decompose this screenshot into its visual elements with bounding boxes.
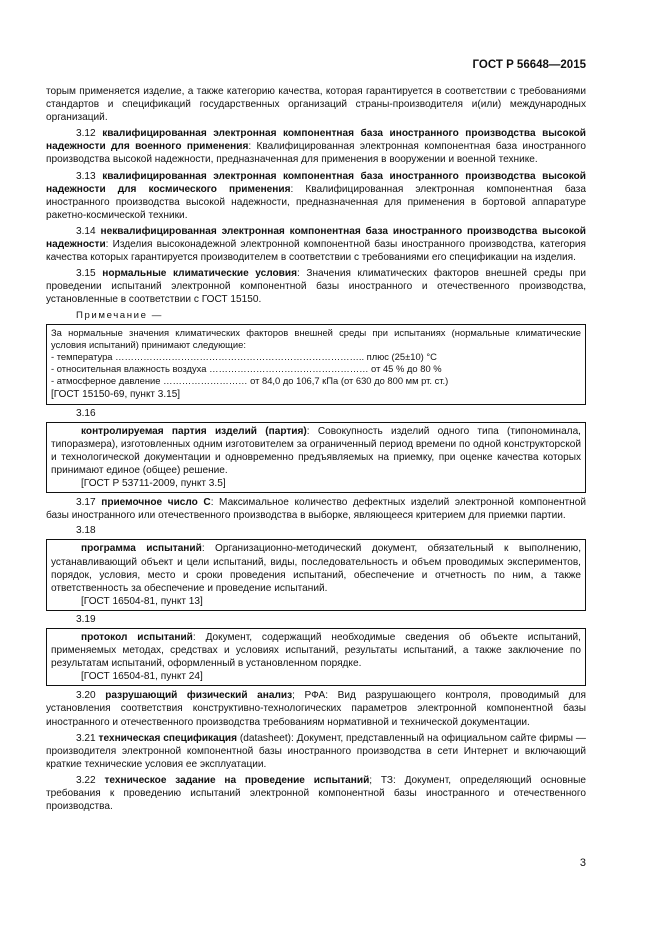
term-name: неквалифицированная электронная компонентная база иностранного производства высокой надежности	[46, 225, 586, 251]
term-number: 3.12	[76, 128, 96, 140]
paragraph-continuation: торым применяется изделие, а также категорию качества, которая гарантируется в соответствии с требованиями стандартов и спецификаций государственных организаций страны-производителя и(или) международных организаций.	[46, 86, 586, 124]
term-3-18-box	[46, 539, 586, 610]
term-3-12	[46, 127, 586, 166]
term-name: нормальные климатические условия	[102, 268, 297, 280]
note-reference: [ГОСТ 15150-69, пункт 3.15]	[51, 388, 181, 400]
term-reference: [ГОСТ 16504-81, пункт 13]	[81, 595, 203, 607]
term-3-22	[46, 774, 586, 813]
term-3-21	[46, 732, 586, 771]
term-definition: : Квалифицированная электронная компонентная база иностранного производства высокой надежности, предназначенная для применения в бортовой аппаратуре ракетно-космической техники.	[46, 183, 586, 221]
term-number: 3.21	[76, 732, 96, 744]
term-name: приемочное число С	[101, 497, 211, 509]
note-line-humidity: - относительная влажность воздуха …………………………………………… от 45 % до 80 %	[51, 363, 442, 375]
term-number-3-19: 3.19	[76, 613, 96, 625]
term-definition: : Максимальное количество дефектных изделий электронной компонентной базы иностранного или отечественного производства в выборке, являющееся критерием для приемки партии.	[46, 497, 586, 522]
page-number: 3	[579, 857, 586, 869]
term-definition: ; РФА: Вид разрушающего контроля, проводимый для установления соответствия конструктивно-технологических параметров электронной компонентной базы иностранного и отечественного производства требованиям нормативной и технической документации.	[46, 690, 586, 728]
term-number: 3.20	[76, 690, 96, 702]
note-label: Примечание —	[76, 309, 163, 321]
term-definition: : Значения климатических факторов внешней среды при проведении испытаний электронной компонентной базы иностранного и отечественного производства, установленные в соответствии с ГОСТ 15150.	[46, 268, 587, 306]
term-name: протокол испытаний	[81, 632, 193, 644]
note-line-pressure: - атмосферное давление ……………………… от 84,0 до 106,7 кПа (от 630 до 800 мм рт. ст.)	[51, 375, 449, 387]
term-number: 3.17	[76, 497, 96, 509]
term-number-3-18: 3.18	[76, 525, 96, 537]
term-number: 3.14	[76, 225, 96, 237]
note-text: За нормальные значения климатических факторов внешней среды при испытаниях (нормальные климатические условия испытаний) принимают следующие:	[51, 326, 581, 350]
term-definition: ; ТЗ: Документ, определяющий основные требования к проведению испытаний электронной компонентной базы иностранного и отечественного производства.	[46, 774, 586, 813]
term-name: программа испытаний	[81, 543, 202, 555]
note-line-temperature: - температура …………………………………………………………………….. плюс (25±10) °С	[51, 351, 437, 362]
term-definition: : Совокупность изделий одного типа (типономинала, типоразмера), изготовленных одним изготовителем за ограниченный период времени по одной конструкторской и технологической документации и одновременно предъявляемых на приемку, при оценке качества которых принимают единое (общее) решение.	[51, 425, 581, 476]
term-number: 3.15	[76, 268, 96, 280]
note-box	[46, 324, 586, 405]
document-designation: ГОСТ Р 56648—2015	[472, 59, 586, 71]
document-body	[46, 85, 586, 813]
term-number: 3.22	[76, 774, 96, 786]
term-3-14	[46, 225, 586, 264]
term-3-18	[51, 542, 581, 594]
term-reference: [ГОСТ 16504-81, пункт 24]	[81, 671, 203, 683]
term-definition: : Изделия высоконадежной электронной компонентной базы иностранного производства, категория качества которых гарантируется производителем в соответствии с требованиями его спецификации на изделия.	[46, 239, 586, 264]
term-name: контролируемая партия изделий (партия)	[81, 425, 307, 437]
term-3-17	[46, 496, 586, 522]
term-definition: : Документ, содержащий необходимые сведения об объекте испытаний, применяемых методах, средствах и условиях испытаний, результаты испытаний, а также заключение по результатам испытаний, оформленный в установленном порядке.	[51, 632, 581, 670]
term-name: квалифицированная электронная компонентная база иностранного производства высокой надежности для военного применения	[46, 128, 586, 153]
term-number: 3.13	[76, 170, 96, 182]
term-reference: [ГОСТ Р 53711-2009, пункт 3.5]	[81, 478, 226, 490]
term-number-3-16: 3.16	[76, 407, 96, 419]
term-3-16-box	[46, 422, 586, 493]
term-3-13	[46, 170, 586, 222]
term-definition: : Квалифицированная электронная компонентная база иностранного производства высокой надежности, предназначенная для применения в вооружении и военной технике.	[46, 141, 586, 166]
term-name: техническая спецификация	[98, 732, 238, 744]
term-name: разрушающий физический анализ	[105, 690, 293, 702]
term-3-19-box	[46, 628, 586, 686]
term-3-20	[46, 689, 586, 728]
term-name: квалифицированная электронная компонентная база иностранного производства высокой надежности для космического применения	[46, 170, 586, 195]
term-3-16	[51, 425, 581, 477]
term-definition: (datasheet): Документ, представленный на официальном сайте фирмы — производителя электронной компонентной базы иностранного производства в сети Интернет и включающий краткие технические условия ее эксплуатации.	[46, 732, 586, 770]
term-3-19	[51, 631, 581, 670]
term-definition: : Организационно-методический документ, обязательный к выполнению, устанавливающий объект и цели испытаний, виды, последовательность и объем проводимых экспериментов, порядок, условия, место и сроки проведения испытаний, обеспечение и отчетность по ним, а также ответственность за обеспечение и проведение испытаний.	[51, 543, 581, 594]
term-name: техническое задание на проведение испытаний	[104, 774, 370, 786]
term-3-15	[46, 267, 586, 306]
